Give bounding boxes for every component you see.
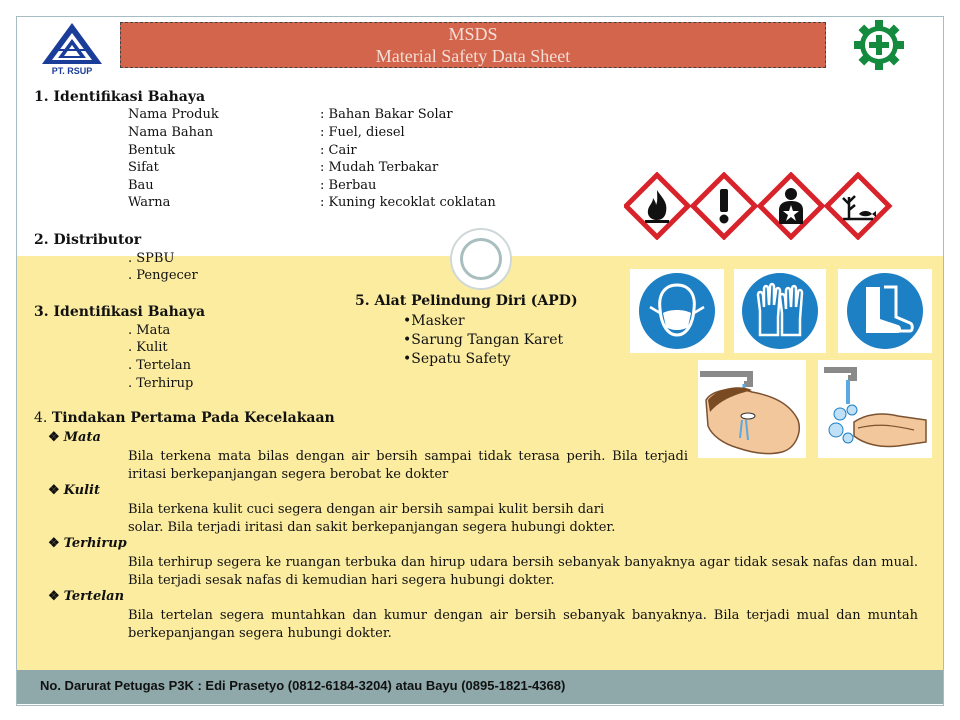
section4-heading-text: Tindakan Pertama Pada Kecelakaan [51, 410, 335, 426]
section2-heading: 2. Distributor [34, 232, 142, 248]
k3-safety-logo [845, 20, 913, 74]
first-aid-subheading [48, 536, 127, 551]
company-logo-text: PT. RSUP [51, 66, 93, 76]
row-label-product: Nama Produk [128, 107, 219, 122]
hand-wash-icon [818, 360, 932, 458]
first-aid-title: Terhirup [63, 536, 127, 551]
row-value-odor: : Berbau [320, 178, 377, 193]
first-aid-illustrations [698, 360, 932, 458]
distributor-item: . SPBU [128, 251, 175, 266]
eye-wash-icon [698, 360, 806, 458]
first-aid-subheading [48, 589, 124, 604]
page-title [120, 22, 826, 68]
flame-icon [626, 175, 688, 237]
row-value-material: : Fuel, diesel [320, 125, 405, 140]
emergency-contact: No. Darurat Petugas P3K : Edi Prasetyo (0812-6184-3204) atau Bayu (0895-1821-4368) [40, 678, 566, 693]
first-aid-title: Tertelan [63, 589, 125, 604]
first-aid-text: Bila terhirup segera ke ruangan terbuka dan hirup udara bersih sebanyak banyaknya agar tidak sesak nafas dan mual. Bila terjadi sesak nafas di kemudian hari segera hubungi dokter. [128, 555, 918, 588]
row-label-odor: Bau [128, 178, 154, 193]
row-label-material: Nama Bahan [128, 125, 214, 140]
ghs-pictograms [624, 172, 894, 240]
row-value-property: : Mudah Terbakar [320, 160, 439, 175]
bullet-icon: ❖ [48, 430, 60, 445]
first-aid-title: Mata [63, 430, 101, 445]
row-value-product: : Bahan Bakar Solar [320, 107, 453, 122]
first-aid-subheading [48, 483, 100, 498]
decorative-circle [450, 228, 512, 290]
bullet-icon: ❖ [48, 589, 60, 604]
gloves-icon [742, 273, 818, 349]
ppe-item: •Masker [403, 313, 465, 329]
exposure-item: . Tertelan [128, 358, 192, 373]
bullet-icon: ❖ [48, 483, 60, 498]
first-aid-title: Kulit [63, 483, 101, 498]
section4-heading-number: 4. [34, 410, 48, 426]
first-aid-text: Bila terkena mata bilas dengan air bersih sampai tidak terasa perih. Bila terjadi iritasi berkepanjangan segera berobat ke dokter [128, 449, 688, 482]
first-aid-text: Bila terkena kulit cuci segera dengan air bersih sampai kulit bersih dari solar. Bila terjadi iritasi dan sakit berkepanjangan segera hubungi dokter. [128, 502, 616, 535]
row-value-form: : Cair [320, 143, 357, 158]
ppe-item: •Sepatu Safety [403, 351, 511, 367]
section4-heading [34, 410, 335, 427]
mask-icon [639, 273, 715, 349]
row-label-property: Sifat [128, 160, 159, 175]
section1-heading: 1. Identifikasi Bahaya [34, 89, 206, 105]
first-aid-text: Bila tertelan segera muntahkan dan kumur dengan air bersih sebanyak banyaknya. Bila terjadi mual dan muntah berkepanjangan segera hubungi dokter. [128, 608, 918, 641]
distributor-item: . Pengecer [128, 268, 198, 283]
row-label-form: Bentuk [128, 143, 176, 158]
section5-heading: 5. Alat Pelindung Diri (APD) [355, 293, 578, 309]
first-aid-subheading [48, 430, 101, 445]
bullet-icon: ❖ [48, 536, 60, 551]
row-value-color: : Kuning kecoklat coklatan [320, 195, 496, 210]
exclamation-icon [693, 175, 755, 237]
health-hazard-icon [760, 175, 822, 237]
section3-heading: 3. Identifikasi Bahaya [34, 304, 206, 320]
environment-hazard-icon [827, 175, 889, 237]
ppe-icons [630, 269, 932, 353]
title-line-1: MSDS [448, 24, 498, 44]
exposure-item: . Kulit [128, 340, 168, 355]
company-logo [36, 20, 108, 80]
boots-icon [847, 273, 923, 349]
exposure-item: . Terhirup [128, 376, 194, 391]
ppe-item: •Sarung Tangan Karet [403, 332, 564, 348]
exposure-item: . Mata [128, 323, 171, 338]
title-line-2: Material Safety Data Sheet [375, 46, 571, 66]
row-label-color: Warna [128, 195, 171, 210]
